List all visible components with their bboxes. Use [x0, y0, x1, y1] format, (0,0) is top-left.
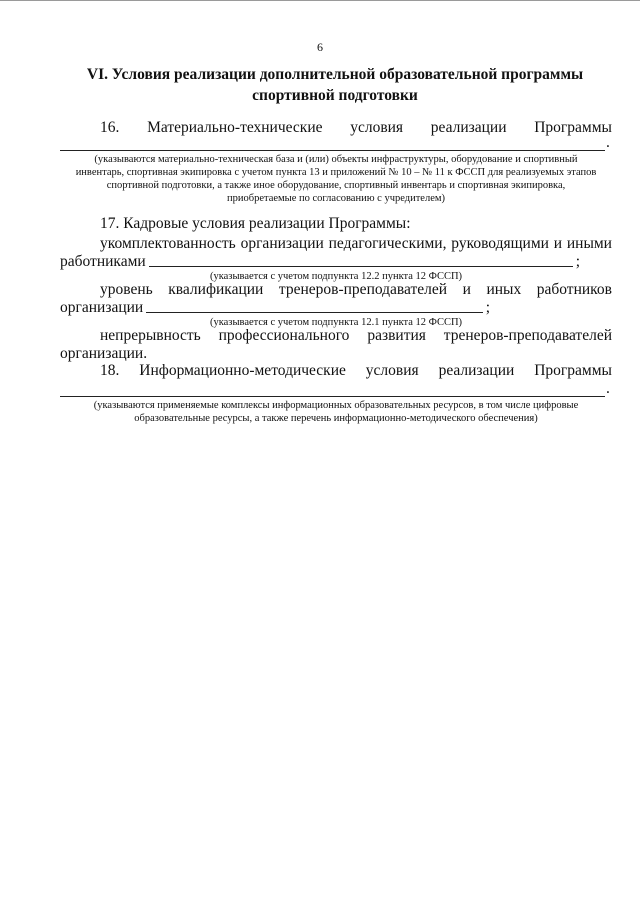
item-16-word: условия: [350, 119, 404, 136]
staffing-blank-field[interactable]: [149, 265, 573, 267]
staffing-word: укомплектованность: [100, 235, 236, 252]
item-16-word: Программы: [534, 119, 612, 136]
scan-edge-line: [0, 0, 640, 1]
staffing-note: (указывается с учетом подпункта 12.2 пункта 12 ФССП): [209, 271, 463, 282]
item-18-word: условия: [365, 362, 419, 379]
qualification-word: уровень: [100, 281, 153, 298]
item-18-note: [60, 399, 612, 425]
qualification-word: иных: [486, 281, 522, 298]
note-line: образовательные ресурсы, а также перечень информационно-методического обеспечения): [134, 413, 538, 424]
staffing-cont: работниками: [60, 253, 146, 270]
staffing-line: [100, 235, 612, 253]
section-title-line-1: VI. Условия реализации дополнительной образовательной программы: [86, 66, 584, 83]
note-line: приобретаемые по согласованию с учредителем): [226, 193, 446, 204]
qualification-note: (указывается с учетом подпункта 12.1 пункта 12 ФССП): [209, 317, 463, 328]
development-line: [100, 327, 612, 345]
item-18-word: реализации: [438, 362, 515, 379]
note-line: (указываются применяемые комплексы информационных образовательных ресурсов, в том числе цифровые: [93, 400, 579, 411]
development-word: тренеров-преподавателей: [443, 327, 612, 344]
item-16-blank-field[interactable]: [60, 150, 605, 151]
item-16-note: [60, 153, 612, 205]
development-word: развития: [367, 327, 426, 344]
item-18-heading: [100, 362, 612, 380]
staffing-word: организации: [240, 235, 324, 252]
qualification-word: работников: [536, 281, 612, 298]
qualification-word: тренеров-преподавателей: [278, 281, 448, 298]
qualification-end: ;: [485, 299, 490, 316]
development-cont: организации.: [60, 345, 148, 362]
note-line: спортивной подготовки, а также иное оборудование, спортивный инвентарь и спортивная экипировка,: [106, 180, 566, 191]
item-16-word: Материально-технические: [147, 119, 323, 136]
item-17-heading: 17. Кадровые условия реализации Программы:: [100, 215, 411, 232]
item-16-number: 16.: [100, 119, 120, 136]
staffing-word: педагогическими,: [328, 235, 447, 252]
staffing-end: ;: [575, 253, 580, 270]
note-line: (указываются материально-техническая база и (или) объекты инфраструктуры, оборудование и спортивный: [94, 154, 578, 165]
qualification-word: и: [462, 281, 471, 298]
item-16-heading: [100, 119, 612, 137]
development-word: профессионального: [218, 327, 350, 344]
staffing-word: и: [553, 235, 563, 252]
staffing-fill-line: [60, 253, 580, 271]
qualification-word: квалификации: [168, 281, 264, 298]
item-18-end: .: [606, 380, 610, 397]
development-word: непрерывность: [100, 327, 201, 344]
item-18-word: Информационно-методические: [139, 362, 346, 379]
item-16-word: реализации: [430, 119, 507, 136]
note-line: инвентарь, спортивная экипировка с учетом пункта 13 и приложений № 10 – № 11 к ФССП для реализуемых этапов: [75, 167, 597, 178]
item-18-blank-field[interactable]: [60, 396, 605, 397]
item-18-word: Программы: [534, 362, 612, 379]
page-number: 6: [317, 40, 323, 54]
qualification-blank-field[interactable]: [146, 311, 482, 313]
qualification-line: [100, 281, 612, 299]
staffing-word: руководящими: [451, 235, 549, 252]
staffing-word: иными: [566, 235, 612, 252]
section-title: [60, 64, 610, 106]
item-18-number: 18.: [100, 362, 120, 379]
section-title-line-2: спортивной подготовки: [252, 87, 418, 104]
item-16-end: .: [606, 134, 610, 151]
qualification-cont: организации: [60, 299, 144, 316]
qualification-fill-line: [60, 299, 490, 317]
